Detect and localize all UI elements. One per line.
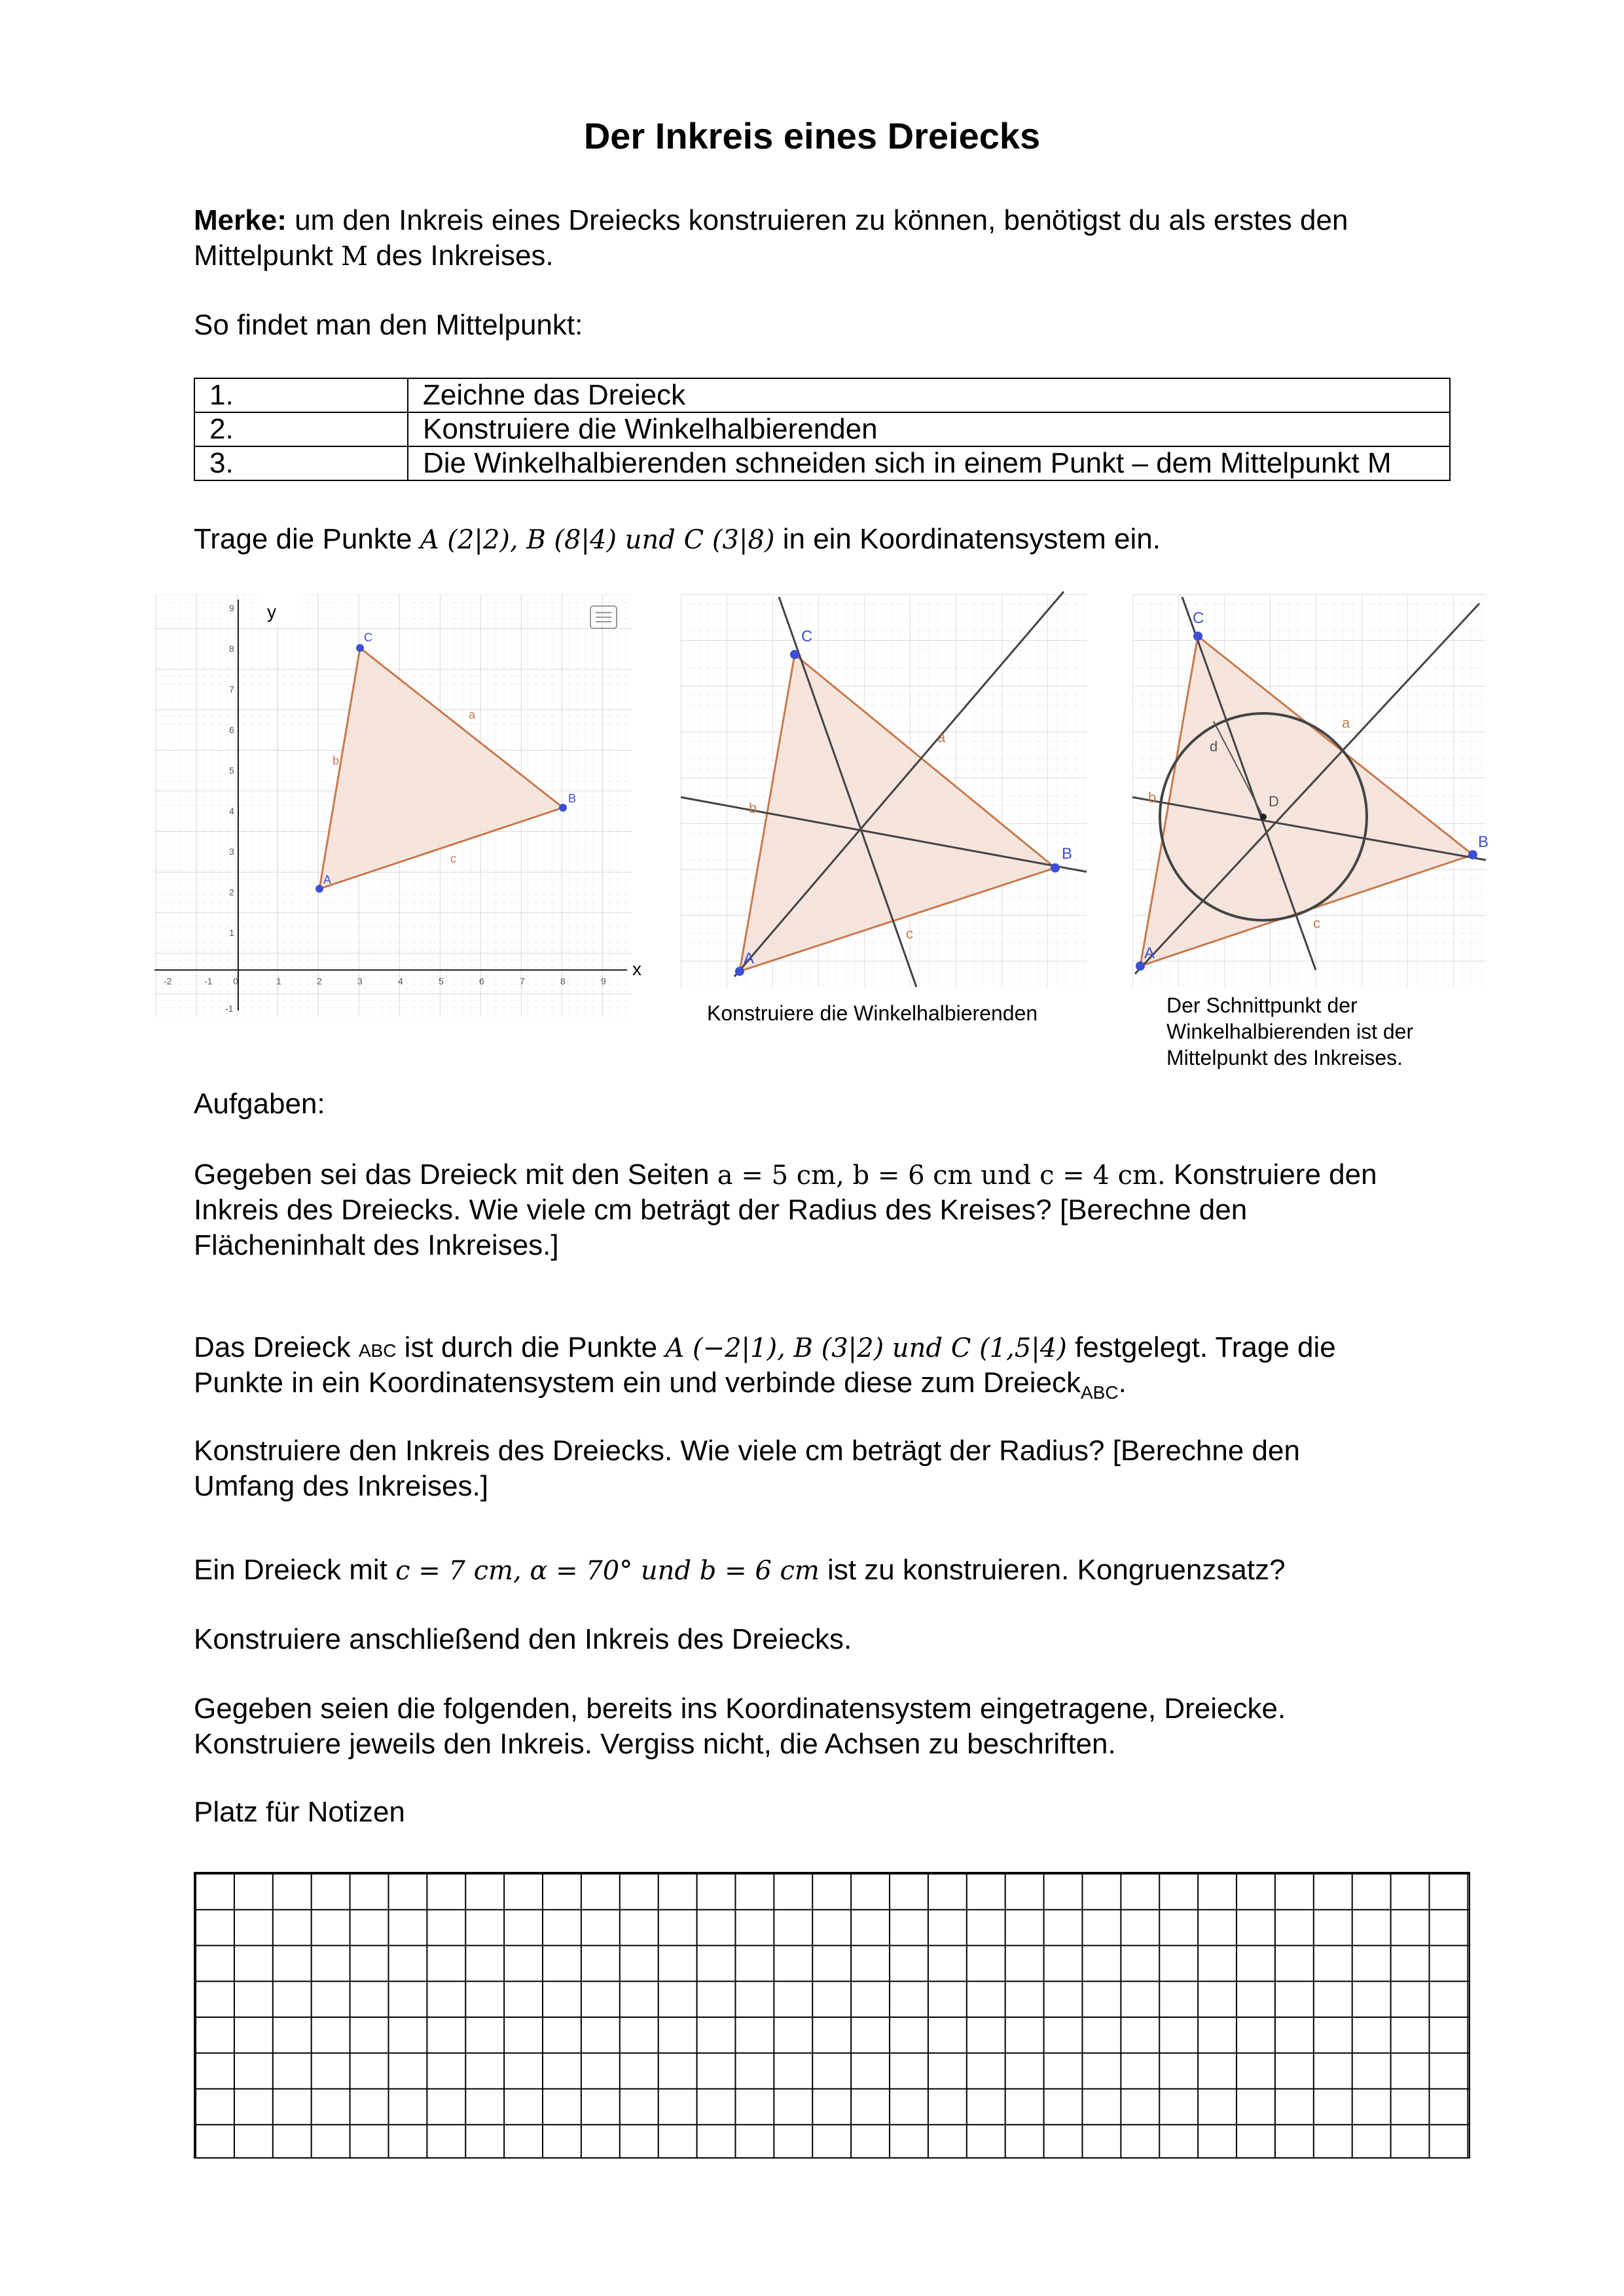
tick-label: 9 — [601, 976, 606, 986]
merke-text-1: um den Inkreis eines Dreiecks konstruieren zu können, benötigst du als erstes den — [295, 204, 1348, 236]
task-1-math: a = 5 cm, b = 6 cm und c = 4 cm. — [717, 1160, 1166, 1191]
tick-label: 5 — [439, 976, 444, 986]
task-6-line-2: Konstruiere jeweils den Inkreis. Vergiss nicht, die Achsen zu beschriften. — [194, 1728, 1116, 1760]
point-b — [1468, 850, 1477, 859]
aufgaben-heading: Aufgaben: — [194, 1088, 325, 1120]
tick-label: 1 — [276, 976, 281, 986]
task-2-line-2 — [194, 1365, 1127, 1410]
task-6-line-1: Gegeben seien die folgenden, bereits ins Koordinatensystem eingetragene, Dreiecke. — [194, 1693, 1286, 1725]
point-a — [735, 967, 744, 976]
steps-table — [194, 378, 1451, 481]
notes-label: Platz für Notizen — [194, 1796, 405, 1828]
figure-triangle-coordinates — [154, 594, 639, 1020]
step-number: 3. — [194, 446, 408, 480]
task-1-line-3: Flächeninhalt des Inkreises.] — [194, 1229, 559, 1261]
page-title: Der Inkreis eines Dreiecks — [583, 115, 1041, 156]
table-row — [194, 378, 1450, 412]
tick-label: 6 — [479, 976, 484, 986]
task-1-line-2: Inkreis des Dreiecks. Wie viele cm beträgt der Radius des Kreises? [Berechne den — [194, 1194, 1248, 1226]
merke-label: Merke: — [194, 204, 287, 236]
tick-label: 1 — [229, 927, 234, 938]
task-4-pre: Ein Dreieck mit — [194, 1554, 388, 1586]
merke-line-2 — [194, 238, 554, 274]
merke-line-1 — [194, 203, 1348, 238]
label-side-d: d — [1210, 738, 1218, 755]
trage-post: in ein Koordinatensystem ein. — [782, 523, 1161, 555]
label-side-c: c — [450, 852, 456, 865]
label-d: D — [1269, 793, 1279, 810]
task-2-mid: ist durch die Punkte — [404, 1331, 658, 1363]
label-side-b: b — [749, 800, 757, 816]
point-d — [1260, 814, 1267, 820]
merke-text-2b: des Inkreises. — [376, 240, 554, 272]
tick-label: 6 — [229, 725, 234, 735]
axis-x-label: x — [632, 959, 641, 979]
y-label-bg — [259, 594, 301, 626]
task-5-text: Konstruiere anschließend den Inkreis des Dreiecks. — [194, 1623, 852, 1655]
step-number: 2. — [194, 412, 408, 446]
task-4-line-1 — [194, 1552, 1286, 1588]
step-text: Die Winkelhalbierenden schneiden sich in einem Punkt – dem Mittelpunkt M — [408, 446, 1450, 480]
task-2-sub: ABC — [358, 1340, 397, 1361]
step-number: 1. — [194, 378, 408, 412]
tick-label: 2 — [229, 887, 234, 897]
tick-label: 4 — [229, 806, 234, 816]
task-2-math: A (−2|1), B (3|2) und C (1,5|4) — [665, 1333, 1067, 1363]
tick-label: 9 — [229, 603, 234, 613]
label-c: C — [801, 628, 813, 645]
figure-angle-bisectors — [681, 594, 1087, 987]
task-2-line-1 — [194, 1330, 1336, 1369]
axis-y-label: y — [267, 601, 276, 622]
trage-math: A (2|2), B (8|4) und C (3|8) — [420, 525, 775, 555]
label-a: A — [744, 950, 755, 967]
task-2-line-2-sub: ABC — [1080, 1382, 1119, 1403]
tick-label: 7 — [520, 976, 525, 986]
merke-math-m: M — [341, 242, 368, 272]
label-b: B — [1478, 833, 1489, 851]
tick-label: 8 — [229, 643, 234, 654]
label-side-b: b — [1148, 789, 1157, 806]
label-b: B — [1062, 845, 1073, 863]
label-side-a: a — [469, 708, 476, 721]
task-4-math: c = 7 cm, α = 70° und b = 6 cm — [395, 1556, 820, 1586]
tick-label: 7 — [229, 684, 234, 694]
label-side-a: a — [1342, 715, 1350, 731]
task-1-pre: Gegeben sei das Dreieck mit den Seiten — [194, 1158, 710, 1191]
label-side-c: c — [906, 925, 913, 942]
tick-label: -1 — [204, 976, 213, 986]
task-4-post: ist zu konstruieren. Kongruenzsatz? — [827, 1554, 1286, 1586]
point-b — [1051, 863, 1060, 872]
label-side-c: c — [1313, 915, 1320, 931]
merke-text-2a: Mittelpunkt — [194, 240, 333, 272]
tick-label: -1 — [225, 1003, 234, 1014]
tick-label: 5 — [229, 765, 234, 776]
caption-incircle-line: Mittelpunkt des Inkreises. — [1166, 1046, 1403, 1069]
label-c: C — [1193, 609, 1204, 627]
task-3-line-1: Konstruiere den Inkreis des Dreiecks. Wie viele cm beträgt der Radius? [Berechne den — [194, 1435, 1300, 1467]
trage-pre: Trage die Punkte — [194, 523, 412, 555]
task-2-line-2-text: Punkte in ein Koordinatensystem ein und verbinde diese zum Dreieck — [194, 1367, 1081, 1399]
point-a — [1136, 961, 1145, 971]
task-2-pre: Das Dreieck — [194, 1331, 351, 1363]
point-c — [356, 644, 364, 652]
label-a: A — [1144, 944, 1155, 962]
notes-grid[interactable] — [194, 1872, 1470, 2159]
tick-label: -2 — [164, 976, 172, 986]
tick-label: 2 — [317, 976, 322, 986]
task-2-line-2-end: . — [1118, 1367, 1127, 1399]
task-3-line-2: Umfang des Inkreises.] — [194, 1470, 488, 1502]
caption-incircle-line: Der Schnittpunkt der — [1166, 994, 1358, 1017]
point-b — [559, 804, 567, 812]
step-text: Zeichne das Dreieck — [408, 378, 1450, 412]
table-row — [194, 446, 1450, 480]
label-b: B — [568, 792, 577, 805]
task-2-post: festgelegt. Trage die — [1075, 1331, 1336, 1363]
tick-label: 0 — [233, 976, 238, 986]
label-a: A — [323, 873, 332, 886]
tick-label: 8 — [560, 976, 566, 986]
trage-text — [194, 522, 1161, 558]
caption-bisectors: Konstruiere die Winkelhalbierenden — [707, 1001, 1038, 1025]
point-c — [1193, 632, 1202, 641]
label-side-b: b — [333, 754, 340, 767]
task-1-post: Konstruiere den — [1173, 1158, 1377, 1191]
intro-text: So findet man den Mittelpunkt: — [194, 309, 583, 341]
table-row — [194, 412, 1450, 446]
step-text: Konstruiere die Winkelhalbierenden — [408, 412, 1450, 446]
figure-incircle — [1132, 594, 1489, 987]
point-c — [790, 650, 799, 659]
task-1-line-1 — [194, 1157, 1377, 1193]
label-c: C — [364, 631, 372, 644]
caption-incircle — [1166, 992, 1413, 1071]
tick-label: 4 — [398, 976, 403, 986]
point-a — [316, 885, 323, 893]
label-side-a: a — [937, 729, 946, 745]
tick-label: 3 — [357, 976, 363, 986]
caption-incircle-line: Winkelhalbierenden ist der — [1166, 1020, 1414, 1043]
tick-label: 3 — [229, 846, 234, 857]
